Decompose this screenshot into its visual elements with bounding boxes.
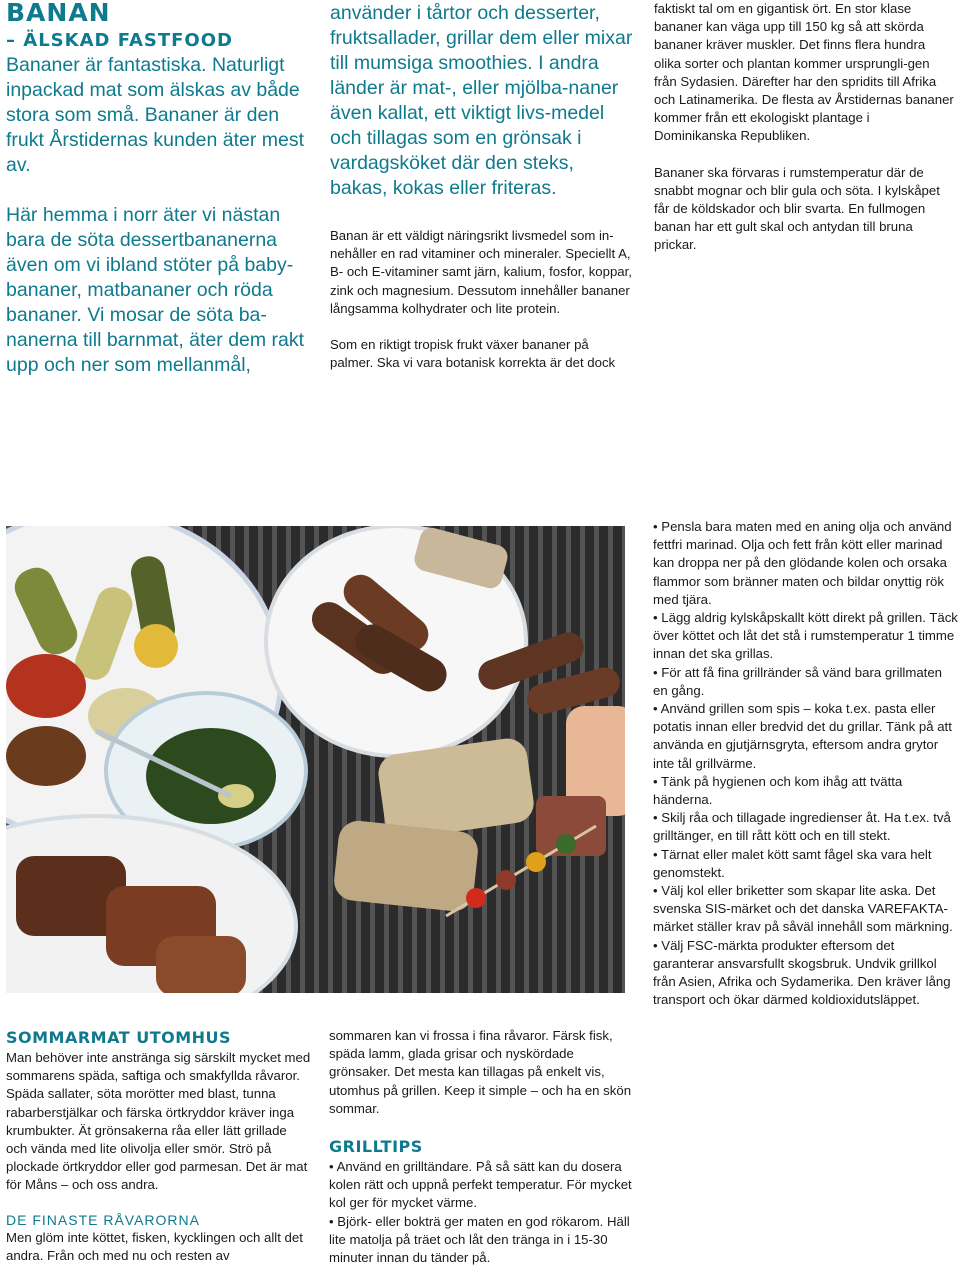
list-item: • Tänk på hygienen och kom ihåg att tvätta händerna.: [653, 773, 958, 809]
botany-paragraph: Som en riktigt tropisk frukt växer bananer på palmer. Ska vi vara botanisk korrekta är det dock: [330, 337, 616, 371]
intro-column-3: [654, 0, 954, 255]
summer-continued-column: [329, 1027, 634, 1267]
raw-ingredients-text: Men glöm inte köttet, fisken, kycklingen och allt det andra. Från och med nu och resten av: [6, 1229, 303, 1263]
page-title: BANAN: [6, 0, 111, 27]
list-item: • Välj kol eller briketter som skapar lite aska. Det svenska SIS-märket och det danska VAREFAKTA-märket ställer krav på såväl innehåll som märkning.: [653, 882, 958, 937]
summer-continued-text: sommaren kan vi frossa i fina råvaror. Färsk fisk, späda lamm, glada grisar och nyskördade grönsaker. Det mesta kan tillagas på enkelt vis, utomhus på grillen. Keep it simple – och ha en skön sommar.: [329, 1028, 632, 1116]
list-item: • Tärnat eller malet kött samt fågel ska vara helt genomstekt.: [653, 846, 958, 882]
nutrition-paragraph: Banan är ett väldigt näringsrikt livsmedel som in-nehåller en rad vitaminer och mineraler. Speciellt A, B- och E-vitaminer samt järn, kalium, fosfor, koppar, zink och magnesium. Dessutom innehåller bananer långsamma kolhydrater och lite protein.: [330, 228, 632, 316]
intro-paragraph: Här hemma i norr äter vi nästan bara de söta dessertbananerna även om vi ibland stöter på baby-bananer, matbananer och röda bananer. Vi mosar de söta ba-nanerna till barnmat, äter dem rakt upp och ner som mellanmål,: [6, 204, 305, 376]
summer-heading: SOMMARMAT UTOMHUS: [6, 1028, 232, 1047]
summer-column: [6, 1028, 311, 1265]
list-item: • Använd grillen som spis – koka t.ex. pasta eller potatis innan eller bredvid det du grillar. Tänk på att använda en gjutjärnsgryta, eftersom andra grytor inte tål grillvärme.: [653, 700, 958, 773]
list-item: • Använd en grilltändare. På så sätt kan du dosera kolen rätt och uppnå perfekt temperatur. För mycket kol ger för mycket värme.: [329, 1158, 634, 1213]
summer-text: Man behöver inte anstränga sig särskilt mycket med sommarens späda, saftiga och smakfyllda råvaror. Späda sallater, söta morötter med blast, tunna rabarberstjälkar och färska örtkryddor kräver inga krumbukter. Ät grönsakerna råa eller lätt grillade och vända med lite olivolja eller smör. Strö på plockade örtkryddor eller god parmesan. Det är mat för Måns – och oss andra.: [6, 1050, 311, 1193]
list-item: • Lägg aldrig kylskåpskallt kött direkt på grillen. Täck över köttet och låt det stå i rumstemperatur 1 timme innan det ska grillas.: [653, 609, 958, 664]
intro-column-2: [330, 1, 635, 372]
grill-tips-list: [653, 518, 958, 1009]
list-item: • För att få fina grillränder så vänd bara grillmaten en gång.: [653, 664, 958, 700]
intro-column-1: [6, 53, 306, 378]
grilltips-list: [329, 1158, 634, 1267]
list-item: • Björk- eller bokträ ger maten en god rökarom. Häll lite matolja på träet och låt den tränga in i 15-30 minuter innan du tänder på.: [329, 1213, 634, 1267]
intro-paragraph: Bananer är fantastiska. Naturligt inpackad mat som älskas av både stora som små. Bananer är den frukt Årstidernas kunden äter mest av.: [6, 54, 305, 176]
list-item: • Välj FSC-märkta produkter eftersom det garanterar ansvarsfullt skogsbruk. Undvik grillkol från Asien, Afrika och Sydamerika. Den kräver lång transport och ökar därmed koldioxidutsläppet.: [653, 937, 958, 1010]
storage-paragraph: Bananer ska förvaras i rumstemperatur där de snabbt mognar och blir gula och söta. I kylskåpet får de köldskador och blir svarta. En fullmogen banan har ett gult skal och antydan till bruna prickar.: [654, 164, 940, 253]
grilltips-heading: GRILLTIPS: [329, 1137, 423, 1157]
botany-continued-paragraph: faktiskt tal om en gigantisk ört. En stor klase bananer kan väga upp till 150 kg så att skörda bananer kräver muskler. Det finns flera hundra olika sorter och plantan kommer ursprungli-gen från Sydasien. Därefter har den spridits till Afrika och Latinamerika. De flesta av Årstidernas bananer kommer från ett ekologiskt plantage i Dominikanska Republiken.: [654, 1, 954, 144]
page-subtitle: – ÄLSKAD FASTFOOD: [6, 30, 233, 51]
grill-food-photo: [6, 526, 625, 993]
grill-tips-column: [653, 518, 958, 1009]
intro-lead-paragraph: använder i tårtor och desserter, fruktsallader, grillar dem eller mixar till mumsiga smoothies. I andra länder är mat-, eller mjölba-naner även kallat, ett viktigt livs-medel och tillagas som en grönsak i vardagsköket där den steks, bakas, kokas eller friteras.: [330, 2, 633, 199]
grill-illustration: [6, 526, 625, 993]
raw-ingredients-heading: DE FINASTE RÅVARORNA: [6, 1211, 200, 1228]
list-item: • Pensla bara maten med en aning olja och använd fettfri marinad. Olja och fett från kött eller marinad kan droppa ner på den glödande kolen och orsaka flammor som bränner maten och bildar onyttig rök med tjära.: [653, 518, 958, 609]
list-item: • Skilj råa och tillagade ingredienser åt. Ha t.ex. två grilltänger, en till rått kött och en till stekt.: [653, 809, 958, 845]
